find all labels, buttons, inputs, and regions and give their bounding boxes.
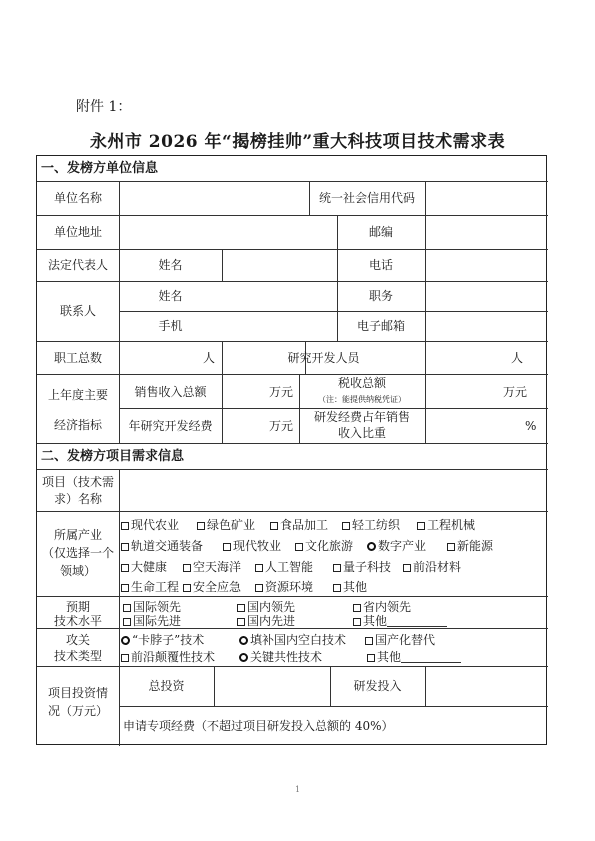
rd-ratio-label-2: 收入比重 (337, 426, 386, 440)
page-number: 1 (294, 785, 301, 794)
industry-option-label: 现代牧业 (233, 539, 282, 553)
industry-option-label: 新能源 (457, 539, 494, 553)
phone-label: 电话 (368, 258, 393, 272)
checkbox-icon[interactable] (353, 604, 361, 612)
checked-box-icon[interactable] (239, 653, 248, 662)
attachment-label: 附件 1： (76, 99, 132, 115)
industry-option-label: 大健康 (131, 560, 168, 574)
address-label: 单位地址 (53, 225, 102, 239)
tech-type-option-label: 前沿颠覆性技术 (131, 650, 216, 664)
industry-option[interactable] (121, 518, 179, 532)
tech-level-option-label: 国内先进 (247, 614, 296, 628)
rd-ratio-label-1: 研发经费占年销售 (313, 410, 410, 424)
tech-level-option[interactable] (237, 600, 295, 614)
staff-label: 职工总数 (53, 351, 102, 365)
tech-level-option-label: 其他 (363, 614, 388, 628)
checkbox-icon[interactable] (365, 637, 373, 645)
tech-level-option-label: 国内领先 (247, 600, 296, 614)
checkbox-icon[interactable] (295, 543, 303, 551)
rd-cost-label: 年研究开发经费 (128, 419, 213, 433)
industry-option-label: 人工智能 (265, 560, 314, 574)
tech-level-option-label: 国际领先 (133, 600, 182, 614)
industry-option[interactable] (183, 560, 241, 574)
tax-unit: 万元 (503, 385, 528, 399)
checkbox-icon[interactable] (183, 584, 191, 592)
industry-option-label: 轨道交通装备 (131, 539, 204, 553)
industry-option-label: 文化旅游 (305, 539, 354, 553)
tech-type-option-label: 填补国内空白技术 (250, 633, 347, 647)
checkbox-icon[interactable] (123, 604, 131, 612)
checked-box-icon[interactable] (121, 636, 130, 645)
industry-option-label: 生命工程 (131, 580, 180, 594)
tech-type-label-2: 技术类型 (53, 649, 102, 663)
industry-option[interactable] (255, 580, 313, 594)
checked-box-icon[interactable] (239, 636, 248, 645)
industry-option[interactable] (121, 560, 167, 574)
industry-option-label: 数字产业 (378, 539, 427, 553)
staff-unit: 人 (203, 351, 216, 365)
industry-option-label: 量子科技 (343, 560, 392, 574)
sales-label: 销售收入总额 (134, 385, 207, 399)
project-name-label-1: 项目（技术需 (41, 475, 114, 489)
tech-type-option[interactable] (121, 650, 215, 664)
tech-level-option[interactable] (123, 614, 181, 628)
form-title: 永州市 2026 年“揭榜挂帅”重大科技项目技术需求表 (89, 132, 506, 152)
industry-option[interactable] (197, 518, 255, 532)
rd-staff-unit: 人 (511, 351, 524, 365)
tech-level-option[interactable] (123, 600, 181, 614)
industry-option-label: 安全应急 (193, 580, 242, 594)
tech-type-option[interactable] (365, 633, 435, 647)
checkbox-icon[interactable] (121, 654, 129, 662)
total-invest-label: 总投资 (148, 679, 185, 693)
industry-label-2: （仅选择一个 (41, 546, 114, 560)
industry-option-label: 轻工纺织 (352, 518, 401, 532)
checkbox-icon[interactable] (367, 654, 375, 662)
section-2-heading: 二、发榜方项目需求信息 (41, 449, 185, 464)
industry-option-label: 前沿材料 (413, 560, 462, 574)
contact-label: 联系人 (59, 304, 96, 318)
industry-option-label: 食品加工 (280, 518, 329, 532)
tech-type-option-label: 关键共性技术 (250, 650, 323, 664)
checkbox-icon[interactable] (417, 522, 425, 530)
industry-option[interactable] (223, 539, 281, 553)
tech-level-option[interactable] (353, 600, 411, 614)
industry-option-label: 其他 (343, 580, 368, 594)
industry-option[interactable] (417, 518, 475, 532)
position-label: 职务 (368, 289, 393, 303)
checkbox-icon[interactable] (121, 584, 129, 592)
other-fill-line[interactable] (387, 616, 447, 627)
industry-option[interactable] (255, 560, 313, 574)
econ-label-2: 经济指标 (53, 418, 102, 432)
postcode-label: 邮编 (368, 225, 393, 239)
tech-level-label-2: 技术水平 (53, 614, 102, 628)
checkbox-icon[interactable] (183, 564, 191, 572)
tech-type-option[interactable] (367, 650, 461, 664)
tax-note: （注：能提供纳税凭证） (318, 395, 406, 404)
checkbox-icon[interactable] (342, 522, 350, 530)
mobile-label: 手机 (158, 319, 183, 333)
tech-type-option-label: “卡脖子”技术 (132, 633, 205, 647)
industry-option-label: 工程机械 (427, 518, 476, 532)
legal-rep-label: 法定代表人 (47, 258, 108, 272)
checkbox-icon[interactable] (223, 543, 231, 551)
checkbox-icon[interactable] (333, 564, 341, 572)
tech-type-option[interactable] (239, 650, 322, 664)
industry-option[interactable] (295, 539, 353, 553)
checked-box-icon[interactable] (367, 542, 376, 551)
industry-option[interactable] (183, 580, 241, 594)
tech-level-option-label: 国际先进 (133, 614, 182, 628)
tech-type-option[interactable] (121, 633, 204, 647)
tech-type-label-1: 攻关 (65, 633, 90, 647)
project-name-label-2: 求）名称 (53, 492, 102, 506)
tech-level-option-label: 省内领先 (363, 600, 412, 614)
invest-label-1: 项目投资情 (47, 686, 108, 700)
industry-option[interactable] (403, 560, 461, 574)
industry-option-label: 现代农业 (131, 518, 180, 532)
industry-option[interactable] (447, 539, 493, 553)
industry-option[interactable] (333, 580, 367, 594)
tech-level-option[interactable] (353, 614, 447, 628)
section-1-heading: 一、发榜方单位信息 (41, 161, 159, 176)
checkbox-icon[interactable] (403, 564, 411, 572)
other-fill-line[interactable] (401, 652, 461, 663)
checkbox-icon[interactable] (270, 522, 278, 530)
econ-label-1: 上年度主要 (47, 388, 108, 402)
rd-ratio-unit: % (525, 419, 537, 433)
industry-option-label: 资源环境 (265, 580, 314, 594)
checkbox-icon[interactable] (121, 543, 129, 551)
legal-rep-name-label: 姓名 (158, 258, 183, 272)
industry-label-3: 领域） (59, 564, 96, 578)
rd-cost-unit: 万元 (269, 419, 294, 433)
requirements-form-table (36, 155, 547, 745)
industry-option[interactable] (121, 539, 203, 553)
checkbox-icon[interactable] (255, 564, 263, 572)
credit-code-label: 统一社会信用代码 (318, 191, 415, 205)
invest-label-2: 况（万元） (47, 704, 108, 718)
sales-unit: 万元 (269, 385, 294, 399)
checkbox-icon[interactable] (197, 522, 205, 530)
unit-name-label: 单位名称 (53, 191, 102, 205)
industry-option[interactable] (367, 539, 426, 553)
contact-name-label: 姓名 (158, 289, 183, 303)
checkbox-icon[interactable] (353, 618, 361, 626)
rd-invest-label: 研发投入 (353, 679, 402, 693)
industry-label-1: 所属产业 (53, 528, 102, 542)
industry-option[interactable] (121, 580, 179, 594)
checkbox-icon[interactable] (447, 543, 455, 551)
tech-type-option-label: 其他 (377, 650, 402, 664)
tech-level-label-1: 预期 (65, 600, 90, 614)
email-label: 电子邮箱 (356, 319, 405, 333)
tech-type-option-label: 国产化替代 (375, 633, 436, 647)
industry-option[interactable] (270, 518, 328, 532)
tax-label: 税收总额 (337, 376, 386, 390)
special-fund-label: 申请专项经费（不超过项目研发投入总额的 40%） (123, 719, 394, 733)
checkbox-icon[interactable] (121, 522, 129, 530)
industry-option[interactable] (342, 518, 400, 532)
tech-level-option[interactable] (237, 614, 295, 628)
industry-option-label: 绿色矿业 (207, 518, 256, 532)
industry-option[interactable] (333, 560, 391, 574)
checkbox-icon[interactable] (121, 564, 129, 572)
checkbox-icon[interactable] (255, 584, 263, 592)
checkbox-icon[interactable] (237, 604, 245, 612)
checkbox-icon[interactable] (333, 584, 341, 592)
checkbox-icon[interactable] (123, 618, 131, 626)
industry-option-label: 空天海洋 (193, 560, 242, 574)
rd-staff-label: 研究开发人员 (287, 351, 360, 365)
checkbox-icon[interactable] (237, 618, 245, 626)
tech-type-option[interactable] (239, 633, 346, 647)
